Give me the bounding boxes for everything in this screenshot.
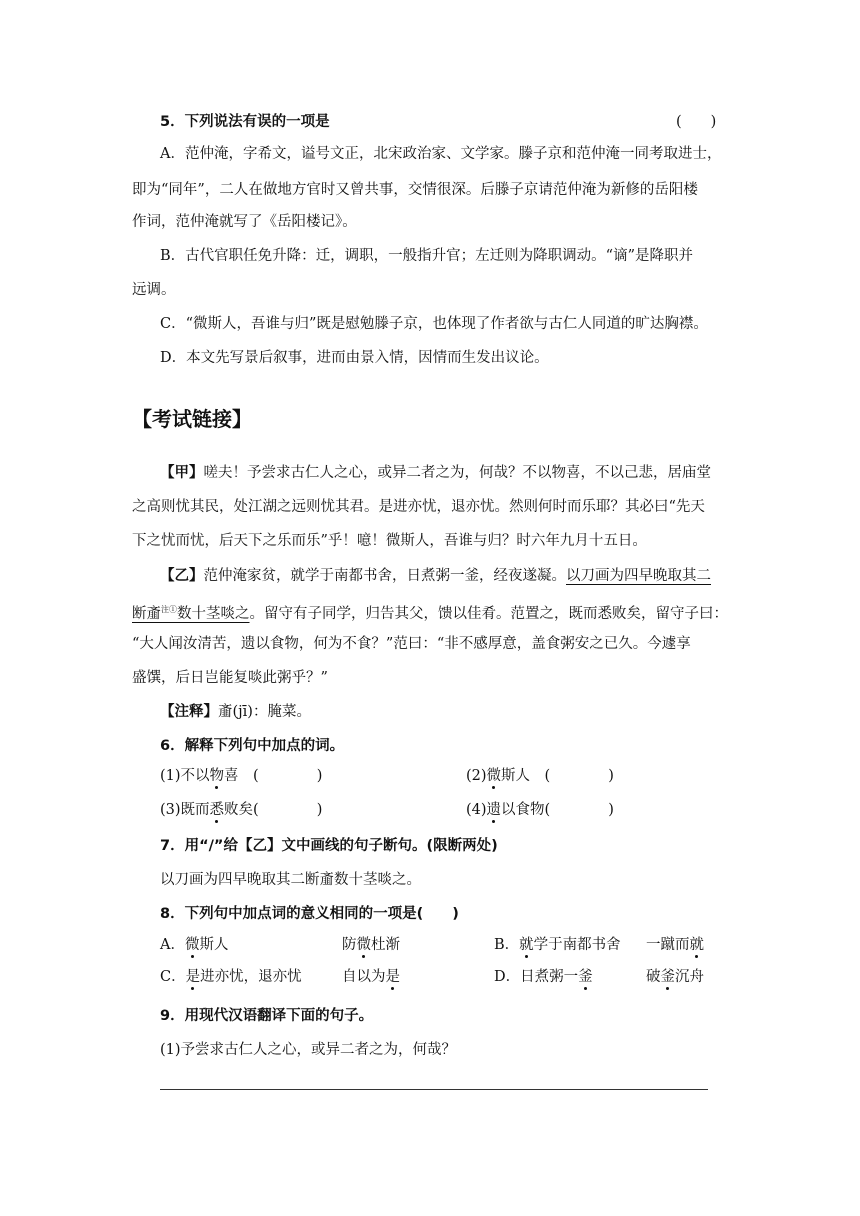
q5-option-d: D．本文先写景后叙事，进而由景入情，因情而生发出议论。 — [160, 350, 549, 366]
q5-option-a-line2: 即为“同年”，二人在做地方官时又曾共事，交情很深。后滕子京请范仲淹为新修的岳阳楼 — [132, 182, 698, 198]
q8-option-b: B．就学于南都书舍 — [494, 937, 621, 953]
passage-jia-line2: 之高则忧其民，处江湖之远则忧其君。是进亦忧，退亦忧。然则何时而乐耶？其必曰“先天 — [132, 499, 705, 515]
q6-item-4: (4)遗以食物( ) — [466, 802, 614, 818]
annotation: 【注释】齑(jī)：腌菜。 — [160, 704, 311, 720]
q8-option-c-compare: 自以为是 — [342, 969, 400, 985]
q5-option-b-line1: B．古代官职任免升降：迁，调职，一般指升官；左迁则为降职调动。“谪”是降职并 — [160, 248, 693, 264]
underlined-sentence-part2: 断齑$^{注①}$数十茎啖之 — [132, 605, 250, 622]
q9-stem: 9．用现代汉语翻译下面的句子。 — [160, 1008, 374, 1024]
q8-option-a-compare: 防微杜渐 — [342, 937, 400, 953]
underlined-sentence-part1: 以刀画为四早晚取其二 — [566, 568, 711, 584]
q8-option-d: D．日煮粥一釜 — [494, 969, 593, 985]
passage-jia-line1: 【甲】嗟夫！予尝求古仁人之心，或异二者之为，何哉？不以物喜，不以己悲，居庙堂 — [160, 465, 711, 481]
q6-item-2: (2)微斯人 ( ) — [466, 768, 614, 784]
passage-jia-label: 【甲】 — [160, 465, 204, 481]
q5-answer-paren: ( ) — [676, 114, 717, 130]
q8-option-c: C．是进亦忧，退亦忧 — [160, 969, 302, 985]
passage-jia-line3: 下之忧而忧，后天下之乐而乐”乎！噫！微斯人，吾谁与归？时六年九月十五日。 — [132, 533, 647, 549]
q9-sentence-1: (1)予尝求古仁人之心，或异二者之为，何哉？ — [160, 1042, 457, 1058]
q5-option-c: C．“微斯人，吾谁与归”既是慰勉滕子京，也体现了作者欲与古仁人同道的旷达胸襟。 — [160, 316, 708, 332]
q7-stem: 7．用“/”给【乙】文中画线的句子断句。(限断两处) — [160, 838, 498, 854]
q5-option-a-line3: 作词，范仲淹就写了《岳阳楼记》。 — [132, 214, 357, 230]
q8-option-d-compare: 破釜沉舟 — [646, 969, 704, 985]
q8-option-b-compare: 一蹴而就 — [646, 937, 704, 953]
q6-item-3: (3)既而悉败矣( ) — [160, 802, 323, 818]
q8-stem: 8．下列句中加点词的意义相同的一项是( ) — [160, 906, 459, 922]
passage-yi-line1: 【乙】范仲淹家贫，就学于南都书舍，日煮粥一釜，经夜遂凝。以刀画为四早晚取其二 — [160, 568, 711, 584]
q5-stem: 5．下列说法有误的一项是 — [160, 114, 330, 130]
passage-yi-label: 【乙】 — [160, 568, 204, 584]
section-title: 【考试链接】 — [132, 407, 252, 431]
passage-yi-line2: 断齑$^{注①}$数十茎啖之。留守有子同学，归告其父，馈以佳肴。范置之，既而悉败矣，留守子曰： — [132, 605, 728, 622]
q7-sentence: 以刀画为四早晚取其二断齑数十茎啖之。 — [160, 872, 421, 888]
q6-stem: 6．解释下列句中加点的词。 — [160, 738, 345, 754]
q5-option-a-line1: A．范仲淹，字希文，谥号文正，北宋政治家、文学家。滕子京和范仲淹一同考取进士， — [160, 146, 722, 162]
answer-line[interactable] — [160, 1089, 708, 1090]
passage-yi-line3: “大人闻汝清苦，遗以食物，何为不食？”范曰：“非不感厚意，盖食粥安之已久。今遽享 — [132, 636, 691, 652]
passage-yi-line4: 盛馔，后日岂能复啖此粥乎？” — [132, 670, 328, 686]
q6-item-1: (1)不以物喜 ( ) — [160, 768, 323, 784]
q8-option-a: A．微斯人 — [160, 937, 229, 953]
q5-option-b-line2: 远调。 — [132, 282, 176, 298]
note-marker: 注① — [161, 605, 177, 614]
